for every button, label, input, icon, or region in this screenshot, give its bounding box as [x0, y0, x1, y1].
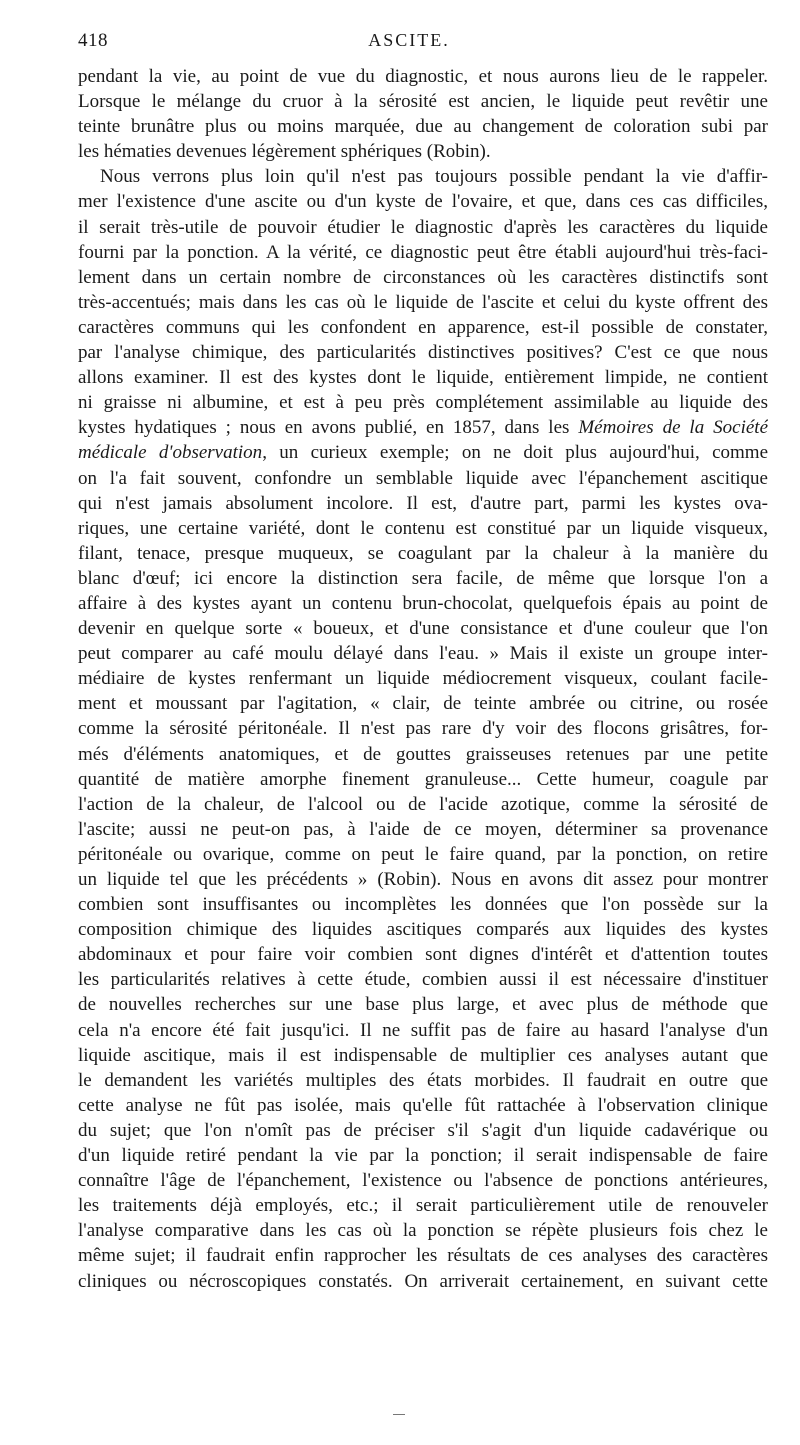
- text-line: [78, 290, 768, 315]
- body-text: [78, 64, 768, 1294]
- text-line: [78, 516, 768, 541]
- italic-text: médicale d'observation: [78, 442, 263, 464]
- line-text: cette analyse ne fût pas isolée, mais qu'elle fût rattachée à l'observation clinique: [78, 1094, 768, 1116]
- line-text: lement dans un certain nombre de circonstances où les caractères distinctifs sont: [78, 266, 768, 288]
- text-line: [78, 716, 768, 741]
- text-line: [78, 691, 768, 716]
- line-text: allons examiner. Il est des kystes dont le liquide, entièrement limpide, ne contient: [78, 367, 768, 389]
- italic-text: Mémoires de la Société: [578, 417, 768, 439]
- line-text: devenir en quelque sorte « boueux, et d'une consistance et d'une couleur que l'on: [78, 618, 768, 640]
- text-line: [78, 917, 768, 942]
- line-text: ment et moussant par l'agitation, « clair, de teinte ambrée ou citrine, ou rosée: [78, 693, 768, 715]
- text-line: [78, 1218, 768, 1243]
- text-line: [78, 491, 768, 516]
- text-line: [78, 315, 768, 340]
- text-line: [78, 215, 768, 240]
- line-text: du sujet; que l'on n'omît pas de préciser s'il s'agit d'un liquide cadavérique ou: [78, 1119, 768, 1141]
- line-text: médiaire de kystes renfermant un liquide médiocrement visqueux, coulant facile-: [78, 668, 768, 690]
- text-line: [78, 440, 768, 465]
- text-line: [78, 189, 768, 214]
- line-text: abdominaux et pour faire voir combien sont dignes d'intérêt et d'attention toutes: [78, 944, 768, 966]
- line-text: riques, une certaine variété, dont le contenu est constitué par un liquide visqueux,: [78, 517, 768, 539]
- text-line: [78, 867, 768, 892]
- text-line: [78, 1269, 768, 1294]
- text-line: [78, 992, 768, 1017]
- page-number: 418: [78, 30, 108, 51]
- line-text: il serait très-utile de pouvoir étudier le diagnostic d'après les caractères du liquide: [78, 216, 768, 238]
- text-line: [78, 139, 768, 164]
- text-line: [78, 1018, 768, 1043]
- text-line: [78, 942, 768, 967]
- line-text: , un curieux exemple; on ne doit plus aujourd'hui, comme: [262, 442, 768, 464]
- line-text: les traitements déjà employés, etc.; il serait particulièrement utile de renouveler: [78, 1195, 768, 1217]
- text-line: [78, 114, 768, 139]
- line-text: affaire à des kystes ayant un contenu brun-chocolat, quelquefois épais au point de: [78, 592, 768, 614]
- line-text: l'ascite; aussi ne peut-on pas, à l'aide de ce moyen, déterminer sa provenance: [78, 818, 768, 840]
- line-text: l'analyse comparative dans les cas où la ponction se répète plusieurs fois chez le: [78, 1220, 768, 1242]
- line-text: cliniques ou nécroscopiques constatés. On arriverait certainement, en suivant cette: [78, 1270, 768, 1292]
- line-text: mer l'existence d'une ascite ou d'un kyste de l'ovaire, et que, dans ces cas difficiles,: [78, 191, 768, 213]
- text-line: [78, 1168, 768, 1193]
- line-text: on l'a fait souvent, confondre un semblable liquide avec l'épanchement ascitique: [78, 467, 768, 489]
- text-line: [78, 1118, 768, 1143]
- line-text: combien sont insuffisantes ou incomplètes les données que l'on possède sur la: [78, 894, 768, 916]
- text-line: [78, 842, 768, 867]
- line-text: més d'éléments anatomiques, et de gouttes graisseuses retenues par une petite: [78, 743, 768, 765]
- line-text: d'un liquide retiré pendant la vie par la ponction; il serait indispensable de faire: [78, 1145, 768, 1167]
- text-line: [78, 1093, 768, 1118]
- running-title: ASCITE.: [368, 30, 450, 50]
- text-line: [78, 1143, 768, 1168]
- text-line: [78, 967, 768, 992]
- line-text: teinte brunâtre plus ou moins marquée, due au changement de coloration subi par: [78, 116, 768, 138]
- text-line: [78, 365, 768, 390]
- text-line: [78, 892, 768, 917]
- text-line: [78, 541, 768, 566]
- line-text: ni graisse ni albumine, et est à peu près complétement assimilable au liquide des: [78, 392, 768, 414]
- line-text: fourni par la ponction. A la vérité, ce diagnostic peut être établi aujourd'hui très-faci-: [78, 241, 768, 263]
- text-line: [78, 641, 768, 666]
- line-text: caractères communs qui les confondent en apparence, est-il possible de constater,: [78, 316, 768, 338]
- text-line: [78, 566, 768, 591]
- line-text: un liquide tel que les précédents » (Robin). Nous en avons dit assez pour montrer: [78, 869, 768, 890]
- line-text: comme la sérosité péritonéale. Il n'est pas rare d'y voir des flocons grisâtres, for-: [78, 718, 768, 740]
- text-line: [78, 666, 768, 691]
- line-text: composition chimique des liquides ascitiques comparés aux liquides des kystes: [78, 919, 768, 941]
- text-line: [78, 415, 768, 440]
- line-text: filant, tenace, presque muqueux, se coagulant par la chaleur à la manière du: [78, 542, 768, 564]
- text-line: [78, 1243, 768, 1268]
- line-text: de nouvelles recherches sur une base plus large, et avec plus de méthode que: [78, 994, 768, 1016]
- text-line: [78, 89, 768, 114]
- line-text: Nous verrons plus loin qu'il n'est pas toujours possible pendant la vie d'affir-: [100, 166, 768, 188]
- line-text: peut comparer au café moulu délayé dans l'eau. » Mais il existe un groupe inter-: [78, 643, 768, 665]
- line-text: péritonéale ou ovarique, comme on peut le faire quand, par la ponction, on retire: [78, 843, 768, 865]
- line-text: Lorsque le mélange du cruor à la sérosité est ancien, le liquide peut revêtir une: [78, 91, 768, 113]
- line-text: les particularités relatives à cette étude, combien aussi il est nécessaire d'instituer: [78, 969, 768, 991]
- text-line: [78, 616, 768, 641]
- text-line: [78, 792, 768, 817]
- line-text: quantité de matière amorphe finement granuleuse... Cette humeur, coagule par: [78, 768, 768, 790]
- text-line: [78, 466, 768, 491]
- line-text: qui n'est jamais absolument incolore. Il est, d'autre part, parmi les kystes ova-: [78, 492, 768, 514]
- line-text: très-accentués; mais dans les cas où le liquide de l'ascite et celui du kyste offrent des: [78, 291, 768, 313]
- text-line: [78, 340, 768, 365]
- text-line: [78, 591, 768, 616]
- line-text: kystes hydatiques ; nous en avons publié, en 1857, dans les: [78, 417, 579, 439]
- text-line: [78, 742, 768, 767]
- line-text: par l'analyse chimique, des particularités distinctives positives? C'est ce que nous: [78, 342, 768, 364]
- line-text: même sujet; il faudrait enfin rapprocher les résultats de ces analyses des caractères: [78, 1245, 768, 1267]
- line-text: pendant la vie, au point de vue du diagnostic, et nous aurons lieu de le rappeler.: [78, 66, 768, 87]
- line-text: le demandent les variétés multiples des états morbides. Il faudrait en outre que: [78, 1069, 768, 1091]
- text-line: [78, 164, 768, 189]
- text-line: [78, 240, 768, 265]
- text-line: [78, 1193, 768, 1218]
- running-head: [78, 30, 740, 56]
- text-line: [78, 1043, 768, 1068]
- text-line: [78, 817, 768, 842]
- line-text: les hématies devenues légèrement sphériques (Robin).: [78, 141, 491, 163]
- footer-dash: [393, 1414, 405, 1415]
- line-text: liquide ascitique, mais il est indispensable de multiplier ces analyses autant que: [78, 1044, 768, 1066]
- line-text: cela n'a encore été fait jusqu'ici. Il ne suffit pas de faire au hasard l'analyse d'un: [78, 1019, 768, 1041]
- line-text: connaître l'âge de l'épanchement, l'existence ou l'absence de ponctions antérieures,: [78, 1170, 768, 1192]
- text-line: [78, 265, 768, 290]
- text-line: [78, 390, 768, 415]
- text-line: [78, 1068, 768, 1093]
- text-line: [78, 64, 768, 89]
- line-text: blanc d'œuf; ici encore la distinction sera facile, de même que lorsque l'on a: [78, 567, 768, 589]
- line-text: l'action de la chaleur, de l'alcool ou de l'acide azotique, comme la sérosité de: [78, 793, 768, 815]
- text-line: [78, 767, 768, 792]
